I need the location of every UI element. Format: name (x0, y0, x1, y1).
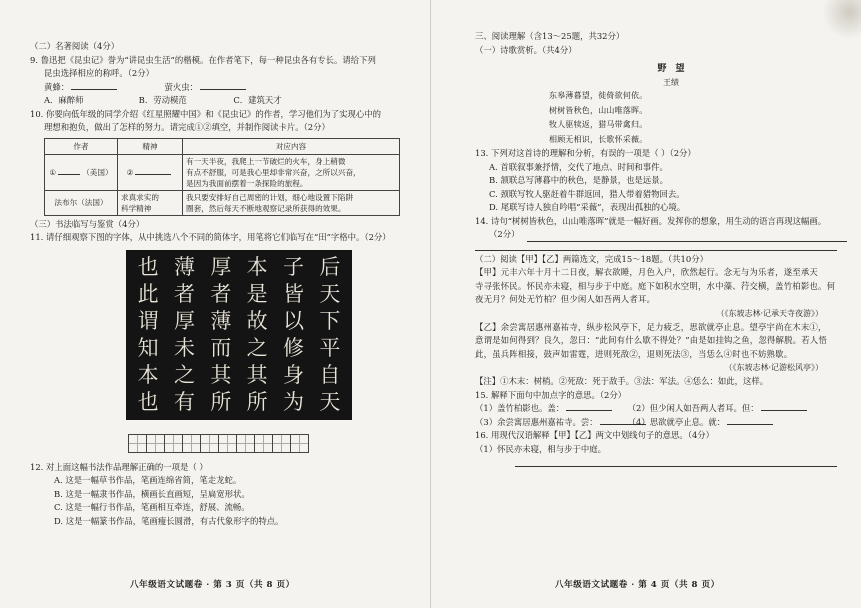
tianzige-grid (128, 434, 418, 453)
calligraphy-char: 其 (210, 362, 232, 387)
calligraphy-char: 者 (210, 281, 232, 306)
question-14-answer-row (475, 228, 847, 242)
calligraphy-char: 者 (173, 281, 195, 306)
question-16-stem: 16. 用现代汉语解释【甲】【乙】两文中划线句子的意思。（4分） (475, 430, 715, 440)
question-10-line-2: 理想和抱负，做出了怎样的努力。请完成①②填空，并制作阅读卡片。（2分） (44, 122, 330, 132)
poem-line: 树树皆秋色，山山唯落晖。 (549, 105, 648, 115)
passage-jia-source: （《东坡志林·记承天寺夜游》） (716, 308, 823, 318)
header-content: 对应内容 (183, 138, 400, 154)
page-footer: 八年级语文试题卷 · 第 3 页（共 8 页） (130, 580, 295, 590)
question-15-stem: 15. 解释下面句中加点字的意思。（2分） (475, 389, 627, 400)
question-9-answers (30, 81, 418, 95)
q15-item-2: （2）但少闲人如吾两人者耳。但： (627, 403, 759, 413)
calligraphy-char: 其 (246, 362, 268, 387)
calligraphy-char: 本 (137, 362, 159, 387)
question-13-option-a: A. 首联叙事兼抒情，交代了地点、时间和事件。 (489, 161, 668, 172)
q15-blank-2[interactable] (761, 402, 807, 411)
question-15-row-2 (475, 416, 847, 430)
calligraphy-char: 以 (282, 308, 304, 333)
calligraphy-char: 是 (246, 281, 268, 306)
annotation-notes: 【注】①木末：树梢。②死敌：死于敌手。③法：军法。④恁么：如此，这样。 (475, 376, 769, 386)
subsection-header: （一）诗歌赏析。（共4分） (475, 44, 577, 55)
question-13-option-d: D. 尾联写诗人独自吟唱“采薇”，表现出孤独的心境。 (489, 202, 686, 212)
firefly-blank[interactable] (200, 81, 246, 90)
page-3 (0, 0, 430, 608)
blank-marker-1: ① (49, 168, 57, 177)
question-16-item-1: （1）怀民亦未寝，相与步于中庭。 (475, 443, 606, 454)
calligraphy-char: 厚 (173, 308, 195, 333)
calligraphy-char: 所 (210, 389, 232, 414)
section-header: （二）名著阅读（4分） (30, 41, 120, 51)
question-9-line-1: 9. 鲁迅把《昆虫记》誉为“讲昆虫生活”的楷模。在作者笔下，每一种昆虫各有专长。请给下列 (30, 54, 376, 65)
calligraphy-char: 下 (319, 308, 341, 333)
calligraphy-char: 薄 (173, 254, 195, 279)
poem-line: 牧人驱犊返，猎马带禽归。 (549, 120, 648, 129)
calligraphy-char: 也 (137, 389, 159, 414)
content-line: 有一天半夜，我爬上一节破烂的火车，身上稍微 (186, 156, 346, 166)
answer-line[interactable] (515, 466, 837, 467)
question-14-points: （2分） (489, 229, 520, 239)
cell-content-2 (183, 190, 400, 215)
tianzige-box[interactable] (182, 434, 200, 453)
spirit-blank[interactable] (135, 166, 171, 175)
page-4 (430, 0, 861, 608)
firefly-label: 萤火虫： (164, 81, 198, 92)
question-12-option-d: D. 这是一幅篆书作品，笔画瘦长圆滑，有古代象形字的特点。 (54, 515, 284, 526)
question-13-stem: 13. 下列对这首诗的理解和分析，有误的一项是（ ）（2分） (475, 148, 696, 158)
calligraphy-char: 未 (173, 335, 195, 360)
calligraphy-char: 知 (137, 335, 159, 360)
content-line: 我只要安排好自己周密的计划，细心地设置下陷阱 (186, 192, 354, 202)
passage-yi-line: 意谓是如何得到？良久，忽曰：“此间有什么歇不得处？”由是如挂钩之鱼，忽得解脱。若人悟 (475, 335, 827, 345)
cell-author-2: 法布尔（法国） (45, 190, 118, 215)
calligraphy-char: 修 (282, 335, 304, 360)
question-11: 11. 请仔细观察下图的字体，从中挑选八个不同的简体字，用笔将它们临写在“田”字格中。（2分） (30, 232, 391, 242)
content-line: 有点不舒服，可是我心里却非常兴奋，之所以兴奋， (186, 167, 361, 177)
calligraphy-char: 平 (319, 335, 341, 360)
passage-yi-source: （《东坡志林·记游松风亭》） (724, 363, 823, 372)
tianzige-box[interactable] (164, 434, 182, 453)
question-12-option-c: C. 这是一幅行书作品，笔画相互牵连，舒展、流畅。 (54, 502, 250, 512)
wasp-label: 黄蜂： (44, 81, 70, 92)
question-13-option-c: C. 颈联写牧人驱赶着牛群返回，猎人带着猎物回去。 (489, 188, 685, 199)
question-12-option-a: A. 这是一幅草书作品，笔画连绵省简，笔走龙蛇。 (54, 475, 242, 485)
q15-blank-4[interactable] (727, 416, 773, 425)
calligraphy-char: 天 (319, 389, 341, 414)
header-author: 作者 (45, 138, 118, 154)
calligraphy-char: 此 (137, 281, 159, 306)
passage-jia-line: 夜无月？何处无竹柏？但少闲人如吾两人者耳。 (475, 294, 656, 304)
tianzige-box[interactable] (128, 434, 146, 453)
calligraphy-char: 后 (319, 254, 341, 279)
question-9-line-2: 昆虫选择相应的称呼。（2分） (44, 68, 155, 78)
calligraphy-char: 所 (246, 389, 268, 414)
section-header: （三）书法临写与鉴赏（4分） (30, 218, 145, 229)
cell-author-1 (45, 154, 118, 190)
q15-item-4: （4）思欲就亭止息。就： (627, 416, 726, 427)
question-10-line-1: 10. 你要向低年级的同学介绍《红星照耀中国》和《昆虫记》的作者，学习他们为了实现心中的 (30, 108, 381, 119)
tianzige-box[interactable] (218, 434, 236, 453)
calligraphy-char: 也 (137, 254, 159, 279)
author-blank[interactable] (58, 166, 80, 175)
tianzige-box[interactable] (146, 434, 164, 453)
cell-spirit-2 (118, 190, 183, 215)
section-header: 三、阅读理解（含13～25题，共32分） (475, 31, 625, 41)
calligraphy-char: 薄 (210, 308, 232, 333)
reading-card-table (44, 138, 400, 216)
q15-item-3: （3）余尝寓居惠州嘉祐寺。尝： (475, 416, 598, 427)
tianzige-box[interactable] (254, 434, 272, 453)
calligraphy-char: 故 (246, 308, 268, 333)
author-country: （美国） (82, 168, 113, 177)
calligraphy-char: 身 (282, 362, 304, 387)
cell-spirit-1 (118, 154, 183, 190)
calligraphy-char: 之 (173, 362, 195, 387)
tianzige-box[interactable] (236, 434, 254, 453)
poem-line: 相顾无相识，长歌怀采薇。 (549, 134, 648, 144)
calligraphy-char: 自 (319, 362, 341, 387)
calligraphy-char: 子 (282, 254, 304, 279)
question-15-row-1 (475, 402, 847, 416)
subsection-header: （二）阅读【甲】【乙】两篇选文，完成15～18题。（共10分） (475, 253, 708, 264)
tianzige-box[interactable] (200, 434, 218, 453)
answer-line[interactable] (475, 250, 837, 251)
passage-yi-line: 此，虽兵阵相接，鼓声如雷霆，进则死敌②，退则死法③，当恁么④时也不妨熟歇。 (475, 348, 793, 359)
calligraphy-char: 之 (246, 335, 268, 360)
page-footer: 八年级语文试题卷 · 第 4 页（共 8 页） (555, 580, 720, 590)
tianzige-box[interactable] (290, 434, 309, 453)
calligraphy-char: 本 (246, 254, 268, 279)
wasp-blank[interactable] (71, 81, 117, 90)
answer-line[interactable] (527, 231, 847, 242)
q15-item-1: （1）盖竹柏影也。盖： (475, 403, 565, 413)
poem-title: 野 望 (657, 64, 685, 74)
passage-jia-line: 寺寻张怀民。怀民亦未寝，相与步于中庭。庭下如积水空明，水中藻、荇交横，盖竹柏影也。何 (475, 280, 836, 291)
question-12-stem: 12. 对上面这幅书法作品理解正确的一项是（ ） (30, 461, 208, 472)
question-9-options (30, 94, 418, 108)
option-a: A．麻醉师 (44, 95, 84, 105)
cell-content-1 (183, 154, 400, 190)
content-line: 圈套，然后每天不断地观察记录所获得的效果。 (186, 203, 346, 213)
calligraphy-char: 谓 (137, 308, 159, 333)
option-b: B．劳动模范 (138, 95, 187, 105)
calligraphy-image (126, 250, 352, 420)
poem-line: 东皋薄暮望，徙倚欲何依。 (549, 91, 648, 100)
question-13-option-b: B. 颔联总写薄暮中的秋色，是静景，也是远景。 (489, 175, 668, 185)
header-spirit: 精神 (118, 138, 183, 154)
question-12-option-b: B. 这是一幅隶书作品，横画长直画短，呈扁宽形状。 (54, 488, 250, 499)
poem-author: 王绩 (663, 78, 679, 87)
calligraphy-char: 天 (319, 281, 341, 306)
question-14-stem: 14. 诗句“树树皆秋色，山山唯落晖”就是一幅好画。发挥你的想象，用生动的语言再现这幅画。 (475, 215, 827, 226)
calligraphy-char: 为 (282, 389, 304, 414)
calligraphy-char: 有 (173, 389, 195, 414)
passage-jia-line: 【甲】元丰六年十月十二日夜，解衣欲睡，月色入户，欣然起行。念无与为乐者，遂至承天 (475, 267, 818, 277)
q15-blank-1[interactable] (566, 402, 612, 411)
spirit-line: 求真求实的 (121, 192, 159, 202)
option-c: C．建筑天才 (233, 95, 282, 105)
calligraphy-char: 厚 (210, 254, 232, 279)
calligraphy-char: 而 (210, 335, 232, 360)
tianzige-box[interactable] (272, 434, 290, 453)
content-line: 是因为我面前摆着一条探险的旅程。 (186, 178, 308, 188)
passage-yi-line: 【乙】余尝寓居惠州嘉祐寺，纵步松风亭下，足力疲乏，思欲就亭止息。望亭宇尚在木末①， (475, 321, 827, 332)
calligraphy-char: 皆 (282, 281, 304, 306)
blank-marker-2: ② (126, 168, 134, 177)
spirit-line: 科学精神 (121, 203, 152, 213)
